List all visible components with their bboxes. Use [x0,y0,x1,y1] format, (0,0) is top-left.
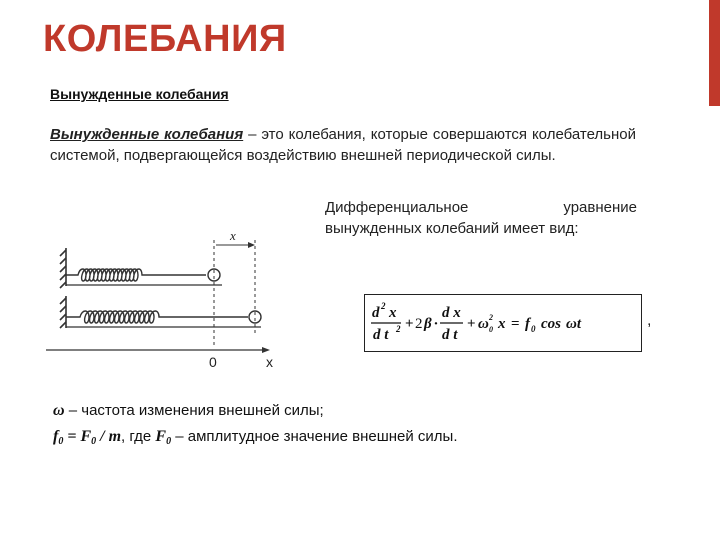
note-F0-sub: 0 [166,436,172,447]
eq-two: 2 [415,316,423,332]
formula-trailing-comma: , [647,312,652,329]
differential-equation [365,295,640,350]
eq-omega-sup: 2 [489,313,493,322]
eq-equals: = [511,316,520,332]
equation-intro: Дифференциальное уравнение вынужденных колебаний имеет вид: [325,199,637,237]
note-omega-text: – частота изменения внешней силы; [64,402,324,419]
eq-d2x-sup: 2 [381,301,386,311]
spring-top [66,269,206,281]
eq-omega-sub: 0 [489,325,493,334]
eq-d2x-d: d [372,305,380,321]
eq-dx: d x [442,305,461,321]
slide-title: КОЛЕБАНИЯ [43,18,287,60]
eq-dt2-sup: 2 [396,324,401,334]
eq-cdot: · [434,316,438,332]
subheading: Вынужденные колебания [50,86,229,102]
eq-beta: β [424,316,432,332]
definition-term: Вынужденные колебания [50,126,244,143]
definition-paragraph [50,124,636,166]
note-f0-sub: 0 [58,436,64,447]
note-F0-symbol: F [155,428,167,445]
note-f0-symbol: f [53,428,59,445]
note-F0-text: – амплитудное значение внешней силы. [171,428,458,445]
formula-box [364,294,642,352]
eq-plus-2: + [467,316,476,332]
eq-plus-1: + [405,316,414,332]
eq-omega: ω [478,316,489,332]
accent-bar [709,0,720,106]
note-omega [53,398,458,424]
eq-f0: f [525,316,530,332]
note-F-eq: = F [63,428,92,445]
displacement-label: x [230,228,236,243]
eq-cos: cos [541,316,561,332]
wall-bottom [60,296,66,328]
origin-label: 0 [209,354,217,370]
eq-dt2: d t [373,327,389,343]
spring-diagram [36,228,286,373]
eq-x: x [498,316,506,332]
eq-omega-t: ωt [566,316,582,332]
axis-label: x [266,354,273,370]
eq-f0-sub: 0 [531,324,536,334]
note-omega-symbol: ω [53,402,65,419]
note-where: , где [121,428,156,445]
eq-d2x-x: x [389,305,397,321]
spring-bottom [66,311,248,323]
note-F-sub: 0 [91,436,97,447]
definition-text: – это колебания, которые совершаются колебательной системой, подвергающейся воздействию внешней периодической силы. [50,126,636,164]
wall-top [60,248,66,288]
notes [53,398,458,455]
note-f0 [53,424,458,455]
note-div-m: / m [96,428,122,445]
eq-dt: d t [442,327,458,343]
